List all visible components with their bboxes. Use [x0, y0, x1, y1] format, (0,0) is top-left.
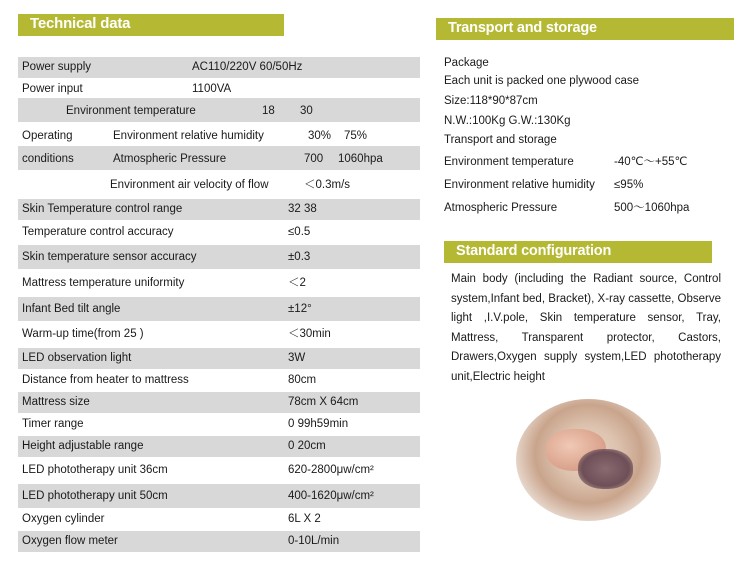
spec-row	[18, 199, 420, 220]
spec-row	[18, 348, 420, 369]
conditions-label: conditions	[22, 153, 74, 165]
spec-row	[18, 79, 420, 100]
pressure-max: 1060hpa	[338, 153, 383, 165]
spec-label: Oxygen cylinder	[22, 513, 105, 525]
humidity-label: Environment relative humidity	[113, 130, 264, 142]
humidity-min: 30%	[308, 130, 332, 142]
spec-row	[18, 271, 420, 295]
humidity-max: 75%	[344, 130, 368, 142]
storage-temp-value: -40℃～+55℃	[614, 156, 688, 168]
spec-value: AC110/220V 60/50Hz	[192, 61, 303, 73]
spec-value: 80cm	[288, 374, 317, 386]
package-weight: N.W.:100Kg G.W.:130Kg	[444, 115, 571, 127]
newborn-photo	[516, 399, 661, 521]
spec-value: 0 99h59min	[288, 418, 349, 430]
env-temp-max: 30	[300, 105, 313, 117]
storage-pressure-value: 500～1060hpa	[614, 202, 690, 214]
spec-value: 0-10L/min	[288, 535, 340, 547]
spec-row	[18, 458, 420, 482]
spec-row	[18, 531, 420, 552]
technical-data-header: Technical data	[18, 14, 284, 36]
baby-figure-2	[578, 449, 633, 489]
spec-row	[18, 392, 420, 413]
spec-label: Skin Temperature control range	[22, 203, 183, 215]
spec-value: ＜2	[288, 277, 306, 289]
spec-value: 6L X 2	[288, 513, 321, 525]
storage-humidity-label: Environment relative humidity	[444, 179, 595, 191]
spec-row	[18, 484, 420, 508]
spec-value: 0 20cm	[288, 440, 326, 452]
spec-value: ±0.3	[288, 251, 311, 263]
storage-humidity-value: ≤95%	[614, 179, 644, 191]
spec-label: Skin temperature sensor accuracy	[22, 251, 197, 263]
spec-label: LED phototherapy unit 50cm	[22, 490, 168, 502]
spec-label: Timer range	[22, 418, 84, 430]
spec-label: Warm-up time(from 25 )	[22, 328, 144, 340]
spec-row	[18, 436, 420, 457]
spec-row	[18, 414, 420, 435]
package-line: Each unit is packed one plywood case	[444, 75, 639, 87]
spec-label: Temperature control accuracy	[22, 226, 174, 238]
spec-label: Infant Bed tilt angle	[22, 303, 121, 315]
spec-value: 32 38	[288, 203, 317, 215]
spec-value: 1100VA	[192, 83, 232, 95]
air-velocity-label: Environment air velocity of flow	[110, 179, 269, 191]
spec-row	[18, 297, 420, 321]
env-temp-min: 18	[262, 105, 275, 117]
spec-row	[18, 222, 420, 243]
spec-label: Distance from heater to mattress	[22, 374, 189, 386]
transport-header: Transport and storage	[436, 18, 734, 40]
spec-label: Oxygen flow meter	[22, 535, 118, 547]
spec-label: Mattress temperature uniformity	[22, 277, 185, 289]
spec-value: ≤0.5	[288, 226, 311, 238]
spec-value: 400-1620μw/cm²	[288, 490, 374, 502]
operating-conditions	[18, 98, 420, 200]
spec-row	[18, 509, 420, 530]
spec-label: Power input	[22, 83, 83, 95]
storage-pressure-label: Atmospheric Pressure	[444, 202, 558, 214]
spec-row	[18, 322, 420, 346]
env-temp-label: Environment temperature	[66, 105, 196, 117]
spec-label: Mattress size	[22, 396, 90, 408]
spec-value: 620-2800μw/cm²	[288, 464, 374, 476]
spec-label: Height adjustable range	[22, 440, 144, 452]
storage-temp-label: Environment temperature	[444, 156, 574, 168]
pressure-min: 700	[304, 153, 324, 165]
standard-config-header: Standard configuration	[444, 241, 712, 263]
spec-value: ±12°	[288, 303, 312, 315]
spec-label: LED phototherapy unit 36cm	[22, 464, 168, 476]
air-velocity-value: ＜0.3m/s	[304, 179, 351, 191]
operating-label: Operating	[22, 130, 73, 142]
package-size: Size:118*90*87cm	[444, 95, 538, 107]
spec-row	[18, 370, 420, 391]
spec-value: 78cm X 64cm	[288, 396, 359, 408]
package-title: Package	[444, 57, 489, 69]
spec-label: Power supply	[22, 61, 92, 73]
storage-title: Transport and storage	[444, 134, 557, 146]
spec-value: 3W	[288, 352, 306, 364]
pressure-label: Atmospheric Pressure	[113, 153, 227, 165]
spec-row	[18, 245, 420, 269]
spec-row	[18, 57, 420, 78]
spec-value: ＜30min	[288, 328, 331, 340]
spec-label: LED observation light	[22, 352, 132, 364]
standard-config-text: Main body (including the Radiant source, Control system,Infant bed, Bracket), X-ray cassette, Observe light ,I.V.pole, Skin temperature sensor, Tray, Mattress, Transparent protector, Castors, Drawers,Oxygen supply system,LED phototherapy unit,Electric height	[451, 273, 721, 383]
